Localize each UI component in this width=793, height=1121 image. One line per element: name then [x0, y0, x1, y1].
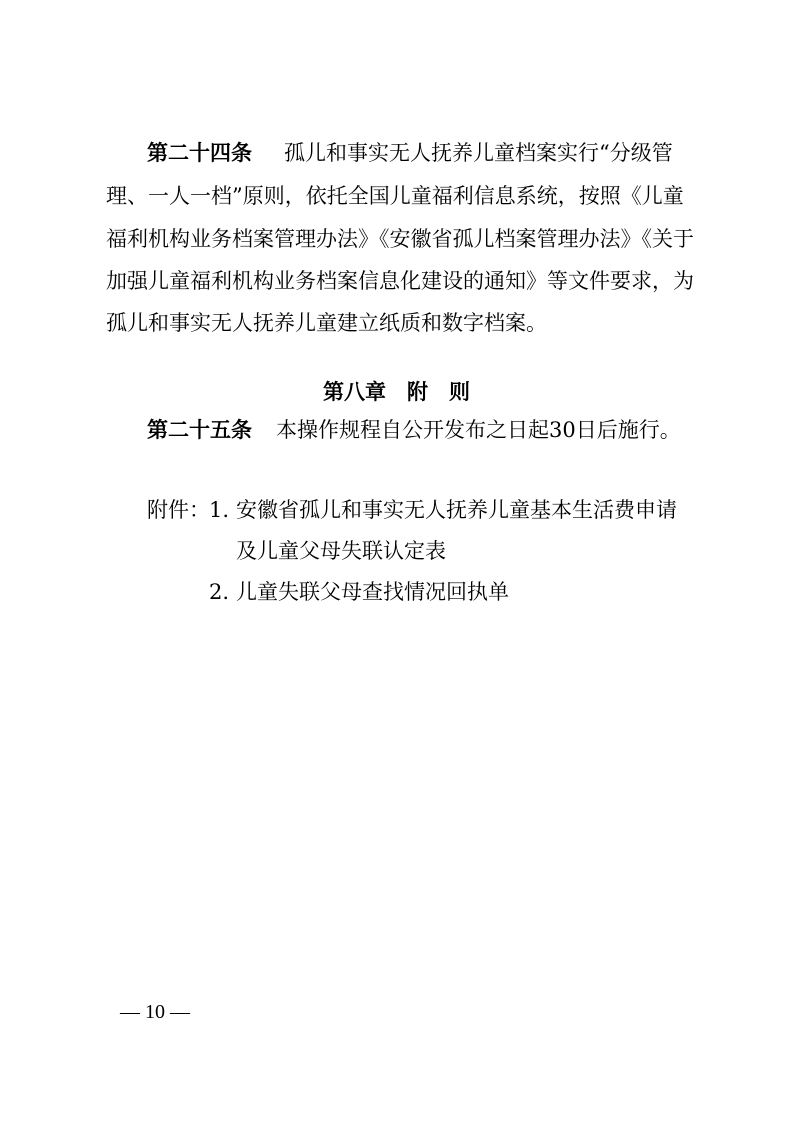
article-24-text-line-5: 孤儿和事实无人抚养儿童建立纸质和数字档案。	[106, 311, 547, 335]
chapter-8-heading: 第八章 附 则	[323, 380, 470, 404]
article-24-text-line-3: 福利机构业务档案管理办法》《安徽省孤儿档案管理办法》《关于	[106, 227, 694, 251]
attachment-1-number: 1.	[209, 498, 230, 522]
attachment-1-text-line-1: 安徽省孤儿和事实无人抚养儿童基本生活费申请	[236, 498, 677, 522]
attachments-prefix: 附件：	[147, 498, 210, 522]
article-25-line	[147, 415, 681, 445]
attachment-1-text-line-2: 及儿童父母失联认定表	[236, 539, 446, 563]
article-24-first-line	[147, 138, 673, 168]
article-24-text-line-4: 加强儿童福利机构业务档案信息化建设的通知》等文件要求，为	[106, 269, 694, 293]
attachment-2-text: 儿童失联父母查找情况回执单	[236, 580, 509, 604]
article-25-text: 本操作规程自公开发布之日起30日后施行。	[276, 418, 681, 442]
page-number: — 10 —	[120, 1001, 190, 1023]
article-24-text-line-1: 孤儿和事实无人抚养儿童档案实行“分级管	[284, 141, 673, 165]
attachment-2-number: 2.	[209, 580, 230, 604]
article-24-text-line-2: 理、一人一档”原则，依托全国儿童福利信息系统，按照《儿童	[106, 184, 684, 208]
article-24-label: 第二十四条	[147, 141, 252, 165]
article-25-label: 第二十五条	[147, 418, 252, 442]
